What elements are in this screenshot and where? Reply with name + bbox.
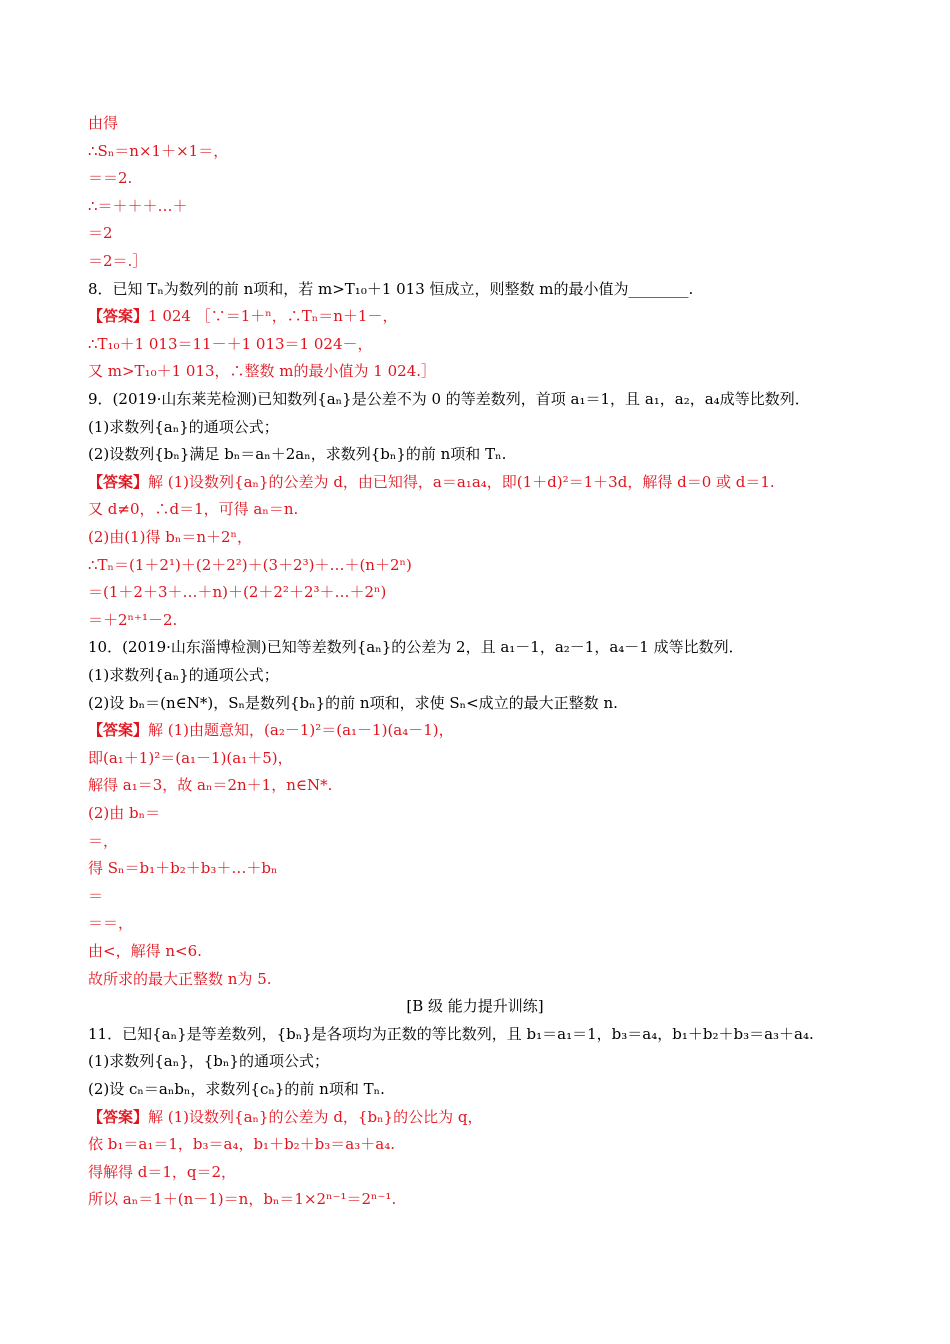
line-text: ＝(1＋2＋3＋…＋n)＋(2＋2²＋2³＋…＋2ⁿ) <box>88 583 387 601</box>
text-line <box>88 527 252 547</box>
text-line <box>0 996 950 1016</box>
line-text: ＝， <box>88 832 119 850</box>
answer-label: 【答案】 <box>88 307 149 325</box>
text-line <box>88 886 103 906</box>
line-text: 所以 aₙ＝1＋(n－1)＝n，bₙ＝1×2ⁿ⁻¹＝2ⁿ⁻¹. <box>88 1190 397 1208</box>
line-text: ∴Tₙ＝(1＋2¹)＋(2＋2²)＋(3＋2³)＋…＋(n＋2ⁿ) <box>88 556 412 574</box>
line-text: (2)设 cₙ＝aₙbₙ，求数列{cₙ}的前 n项和 Tₙ. <box>88 1080 385 1098</box>
text-line <box>88 803 160 823</box>
text-line <box>88 610 177 630</box>
text-line <box>88 858 277 878</box>
line-text: ＝2＝.］ <box>88 252 148 270</box>
line-text: 8．已知 Tₙ为数列的前 n项和，若 m>T₁₀＋1 013 恒成立，则整数 m的最小值为________. <box>88 280 694 298</box>
line-text: 解 (1)设数列{aₙ}的公差为 d，由已知得，a＝a₁a₄，即(1＋d)²＝1＋3d，解得 d＝0 或 d＝1. <box>148 473 775 491</box>
text-line <box>88 141 228 161</box>
line-text: ＝＝2. <box>88 169 133 187</box>
line-text: 即(a₁＋1)²＝(a₁－1)(a₁＋5)， <box>88 749 293 767</box>
line-text: (2)由(1)得 bₙ＝n＋2ⁿ， <box>88 528 253 546</box>
answer-label: 【答案】 <box>88 1108 149 1126</box>
text-line <box>88 637 744 657</box>
line-text: [B 级 能力提升训练] <box>406 997 544 1015</box>
text-line <box>88 389 810 409</box>
line-text: ∴＝＋＋＋…＋ <box>88 197 188 215</box>
text-line <box>88 223 113 243</box>
line-text: ＝＝， <box>88 914 134 932</box>
line-text: 解 (1)设数列{aₙ}的公差为 d，{bₙ}的公比为 q， <box>148 1108 483 1126</box>
line-text: 解 (1)由题意知，(a₂－1)²＝(a₁－1)(a₄－1)， <box>148 721 454 739</box>
line-text: 依 b₁＝a₁＝1，b₃＝a₄，b₁＋b₂＋b₃＝a₃＋a₄. <box>88 1135 395 1153</box>
answer-label: 【答案】 <box>88 721 149 739</box>
text-line <box>88 913 133 933</box>
line-text: ＝2 <box>88 224 113 242</box>
line-text: 1 024 ［∵＝1＋ⁿ，∴Tₙ＝n＋1－， <box>148 307 398 325</box>
text-line <box>88 941 202 961</box>
answer-label: 【答案】 <box>88 473 149 491</box>
line-text: (2)由 bₙ＝ <box>88 804 161 822</box>
text-line <box>88 444 506 464</box>
text-line <box>88 693 618 713</box>
line-text: 由<，解得 n<6. <box>88 942 202 960</box>
text-line <box>88 582 386 602</box>
line-text: 故所求的最大正整数 n为 5. <box>88 970 272 988</box>
text-line <box>88 775 332 795</box>
line-text: ∴Sₙ＝n×1＋×1＝， <box>88 142 229 160</box>
text-line <box>88 279 693 299</box>
line-text: 由得 <box>88 114 119 132</box>
line-text: ＝＋2ⁿ⁺¹－2. <box>88 611 178 629</box>
text-line <box>88 720 454 740</box>
line-text: 11．已知{aₙ}是等差数列，{bₙ}是各项均为正数的等比数列，且 b₁＝a₁＝1，b₃＝a₄，b₁＋b₂＋b₃＝a₃＋a₄. <box>88 1025 814 1043</box>
line-text: (2)设数列{bₙ}满足 bₙ＝aₙ＋2aₙ，求数列{bₙ}的前 n项和 Tₙ. <box>88 445 507 463</box>
text-line <box>88 168 132 188</box>
text-line <box>88 555 412 575</box>
text-line <box>88 1051 329 1071</box>
line-text: 又 d≠0，∴d＝1，可得 aₙ＝n. <box>88 500 299 518</box>
line-text: ＝ <box>88 887 104 905</box>
text-line <box>88 306 397 326</box>
line-text: 9．(2019·山东莱芜检测)已知数列{aₙ}是公差不为 0 的等差数列，首项 a₁＝1，且 a₁，a₂，a₄成等比数列． <box>88 390 810 408</box>
line-text: (1)求数列{aₙ}的通项公式； <box>88 666 279 684</box>
text-line <box>88 1134 395 1154</box>
text-line <box>88 1079 385 1099</box>
text-line <box>88 499 298 519</box>
text-line <box>88 969 272 989</box>
line-text: 又 m>T₁₀＋1 013，∴整数 m的最小值为 1 024.］ <box>88 362 437 380</box>
text-line <box>88 1107 482 1127</box>
line-text: 得解得 d＝1，q＝2， <box>88 1163 237 1181</box>
text-line <box>88 831 118 851</box>
line-text: ∴T₁₀＋1 013＝11－＋1 013＝1 024－， <box>88 335 373 353</box>
text-line <box>88 251 147 271</box>
text-line <box>88 1162 236 1182</box>
text-line <box>88 1024 814 1044</box>
text-line <box>88 748 293 768</box>
text-line <box>88 334 373 354</box>
text-line <box>88 665 279 685</box>
text-line <box>88 196 188 216</box>
line-text: 解得 a₁＝3，故 aₙ＝2n＋1，n∈N*. <box>88 776 333 794</box>
line-text: 得 Sₙ＝b₁＋b₂＋b₃＋…＋bₙ <box>88 859 278 877</box>
text-line <box>88 417 279 437</box>
line-text: 10．(2019·山东淄博检测)已知等差数列{aₙ}的公差为 2，且 a₁－1，a₂－1，a₄－1 成等比数列． <box>88 638 744 656</box>
text-line <box>88 1189 396 1209</box>
line-text: (1)求数列{aₙ}的通项公式； <box>88 418 279 436</box>
text-line <box>88 113 118 133</box>
text-line <box>88 472 775 492</box>
line-text: (1)求数列{aₙ}，{bₙ}的通项公式； <box>88 1052 329 1070</box>
line-text: (2)设 bₙ＝(n∈N*)，Sₙ是数列{bₙ}的前 n项和，求使 Sₙ<成立的最大正整数 n. <box>88 694 618 712</box>
text-line <box>88 361 436 381</box>
